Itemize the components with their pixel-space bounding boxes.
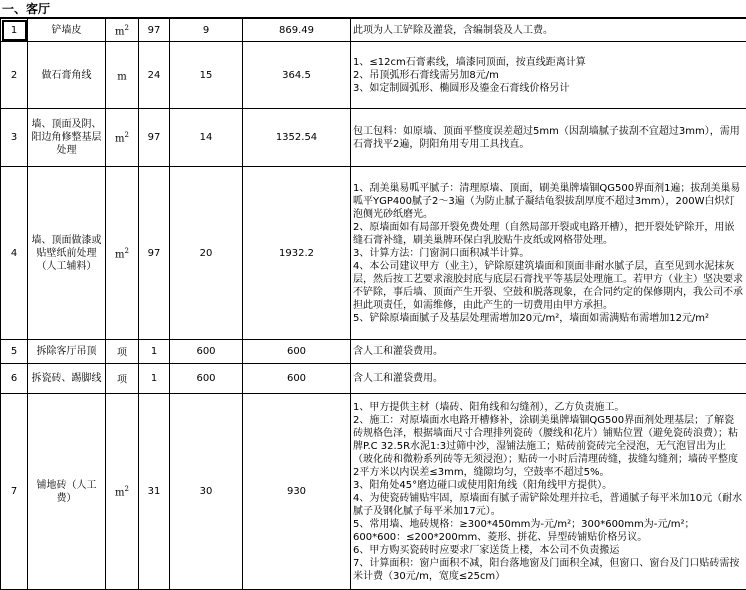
table-row xyxy=(1,340,746,364)
cell-item-name[interactable]: 铲墙皮 xyxy=(28,19,106,42)
cell-description[interactable] xyxy=(351,109,746,167)
table-row xyxy=(1,394,746,590)
unit-superscript: 2 xyxy=(125,247,129,255)
cell-quantity[interactable]: 97 xyxy=(139,167,170,340)
cell-index[interactable]: 7 xyxy=(1,394,28,590)
unit-superscript: 2 xyxy=(125,131,129,139)
cell-index[interactable]: 1 xyxy=(1,19,28,42)
table-row xyxy=(1,19,746,42)
cell-unit-price[interactable]: 20 xyxy=(170,167,243,340)
unit-base: m xyxy=(115,249,124,260)
cell-unit-price[interactable]: 600 xyxy=(170,340,243,364)
cell-unit[interactable] xyxy=(106,109,139,167)
cell-description[interactable] xyxy=(351,364,746,394)
description-line: 4、本公司建议甲方（业主），铲除原建筑墙面和顶面非耐水腻子层，直至见到水泥抹灰层，然后按工艺要求滚胶封底与底层石膏找平等基层处理施工。若甲方（业主）坚决要求不铲除，事后墙、顶面产生开裂、空鼓和脱落现象，在合同约定的保修期内，我公司不承担此项责任，如需维修，由此产生的一切费用由甲方承担。 xyxy=(353,260,744,312)
description-line: 2、吊顶弧形石膏线需另加8元/m xyxy=(353,69,744,82)
cell-item-name[interactable]: 拆瓷砖、踢脚线 xyxy=(28,364,106,394)
description-line: 含人工和灌袋费用。 xyxy=(353,372,744,385)
cell-total[interactable]: 1932.2 xyxy=(243,167,351,340)
cell-unit[interactable] xyxy=(106,364,139,394)
unit-base: m xyxy=(115,488,124,499)
cell-description[interactable] xyxy=(351,42,746,109)
cell-quantity[interactable]: 1 xyxy=(139,364,170,394)
cell-unit-price[interactable]: 14 xyxy=(170,109,243,167)
cell-description[interactable] xyxy=(351,394,746,590)
description-line: 3、阳角处45°磨边碰口或使用阳角线（阳角线甲方提供）。 xyxy=(353,479,744,492)
section-title: 一、客厅 xyxy=(0,0,746,18)
cell-index[interactable]: 2 xyxy=(1,42,28,109)
cell-unit[interactable] xyxy=(106,340,139,364)
cell-unit[interactable] xyxy=(106,167,139,340)
cell-item-name[interactable]: 墙、顶面及阴、阳边角修整基层处理 xyxy=(28,109,106,167)
cell-description[interactable] xyxy=(351,19,746,42)
table-row xyxy=(1,167,746,340)
cell-quantity[interactable]: 97 xyxy=(139,109,170,167)
cell-description[interactable] xyxy=(351,340,746,364)
cell-total[interactable]: 930 xyxy=(243,394,351,590)
cell-unit[interactable] xyxy=(106,394,139,590)
unit-base: m xyxy=(115,26,124,37)
description-line: 5、常用墙、地砖规格：≥300*450mm为-元/m²；300*600mm为-元/m²；600*600：≤200*200mm、菱形、拼花、异型砖铺贴价格另议。 xyxy=(353,518,744,544)
table-row xyxy=(1,42,746,109)
table-row xyxy=(1,109,746,167)
unit-base: m xyxy=(117,71,126,82)
cell-quantity[interactable]: 97 xyxy=(139,19,170,42)
cell-index[interactable]: 3 xyxy=(1,109,28,167)
description-line: 6、甲方购买瓷砖时应要求厂家送货上楼，本公司不负责搬运 xyxy=(353,544,744,557)
cell-total[interactable]: 600 xyxy=(243,364,351,394)
cell-total[interactable]: 869.49 xyxy=(243,19,351,42)
cell-unit-price[interactable]: 9 xyxy=(170,19,243,42)
unit-base: 项 xyxy=(117,348,127,359)
cell-item-name[interactable]: 铺地砖（人工费） xyxy=(28,394,106,590)
quote-table xyxy=(0,18,746,590)
cell-quantity[interactable]: 31 xyxy=(139,394,170,590)
unit-superscript: 2 xyxy=(125,485,129,493)
description-line: 3、如定制圆弧形、椭圆形及鎏金石膏线价格另计 xyxy=(353,82,744,95)
cell-total[interactable]: 364.5 xyxy=(243,42,351,109)
description-line: 1、甲方提供主材（墙砖、阳角线和勾缝剂），乙方负责施工。 xyxy=(353,401,744,414)
cell-total[interactable]: 1352.54 xyxy=(243,109,351,167)
cell-unit[interactable] xyxy=(106,19,139,42)
description-line: 3、计算方法：门窗洞口面积减半计算。 xyxy=(353,247,744,260)
unit-base: 项 xyxy=(117,375,127,386)
cell-quantity[interactable]: 1 xyxy=(139,340,170,364)
cell-quantity[interactable]: 24 xyxy=(139,42,170,109)
cell-description[interactable] xyxy=(351,167,746,340)
cell-index[interactable]: 5 xyxy=(1,340,28,364)
description-line: 1、≤12cm石膏素线，墙漆同顶面，按直线距离计算 xyxy=(353,56,744,69)
description-line: 此项为人工铲除及灌袋，含编制袋及人工费。 xyxy=(353,24,744,37)
description-line: 包工包料：如原墙、顶面平整度误差超过5mm（因刮墙腻子拔刮不宜超过3mm），需用石膏找平2遍，阴阳角用专用工具找直。 xyxy=(353,125,744,151)
description-line: 5、铲除原墙面腻子及基层处理需增加20元/m²，墙面如需满贴布需增加12元/m² xyxy=(353,312,744,325)
cell-unit-price[interactable]: 600 xyxy=(170,364,243,394)
cell-unit-price[interactable]: 30 xyxy=(170,394,243,590)
cell-unit[interactable] xyxy=(106,42,139,109)
cell-item-name[interactable]: 墙、顶面做漆或贴壁纸前处理（人工辅料） xyxy=(28,167,106,340)
description-line: 含人工和灌袋费用。 xyxy=(353,345,744,358)
cell-index[interactable]: 4 xyxy=(1,167,28,340)
cell-unit-price[interactable]: 15 xyxy=(170,42,243,109)
description-line: 7、计算面积：窗户面积不减，阳台落地窗及门面积全减，但窗口、窗台及门口贴砖需按米计费（30元/m，宽度≤25cm） xyxy=(353,557,744,583)
unit-base: m xyxy=(115,134,124,145)
table-row xyxy=(1,364,746,394)
unit-superscript: 2 xyxy=(125,24,129,32)
cell-index[interactable]: 6 xyxy=(1,364,28,394)
description-line: 1、刮美巢易呱平腻子：清理原墙、顶面，刷美巢牌墙锢QG500界面剂1遍；拔刮美巢易呱平YGP400腻子2～3遍（为防止腻子凝结龟裂拔刮厚度不超过3mm），200W白炽灯泡侧光砂纸磨光。 xyxy=(353,182,744,221)
description-line: 2、施工：对原墙面水电路开槽修补，涂刷美巢牌墙锢QG500界面剂处理基层；了解瓷砖规格色泽，根据墙面尺寸合理排列瓷砖（腰线和花片）铺贴位置（避免瓷砖浪费）；粘牌P.C 32.5R水泥1:3过筛中沙，湿铺法施工；贴砖前瓷砖完全浸泡，无气泡冒出为止（玻化砖和微粉系列砖等无须浸泡）；贴砖一小时后清理砖缝，拔缝勾缝剂；墙砖平整度2平方米以内误差≤3mm，缝隙均匀，空鼓率不超过5%。 xyxy=(353,414,744,479)
description-line: 4、为使瓷砖铺贴牢固，原墙面有腻子需铲除处理并拉毛，普通腻子每平米加10元（耐水腻子及钢化腻子每平米加17元）。 xyxy=(353,492,744,518)
cell-item-name[interactable]: 拆除客厅吊顶 xyxy=(28,340,106,364)
cell-total[interactable]: 600 xyxy=(243,340,351,364)
cell-item-name[interactable]: 做石膏角线 xyxy=(28,42,106,109)
description-line: 2、原墙面如有局部开裂免费处理（自然局部开裂或电路开槽），把开裂处铲除开，用嵌缝石膏补缝，刷美巢牌环保白乳胶贴牛皮纸或网格带处理。 xyxy=(353,221,744,247)
